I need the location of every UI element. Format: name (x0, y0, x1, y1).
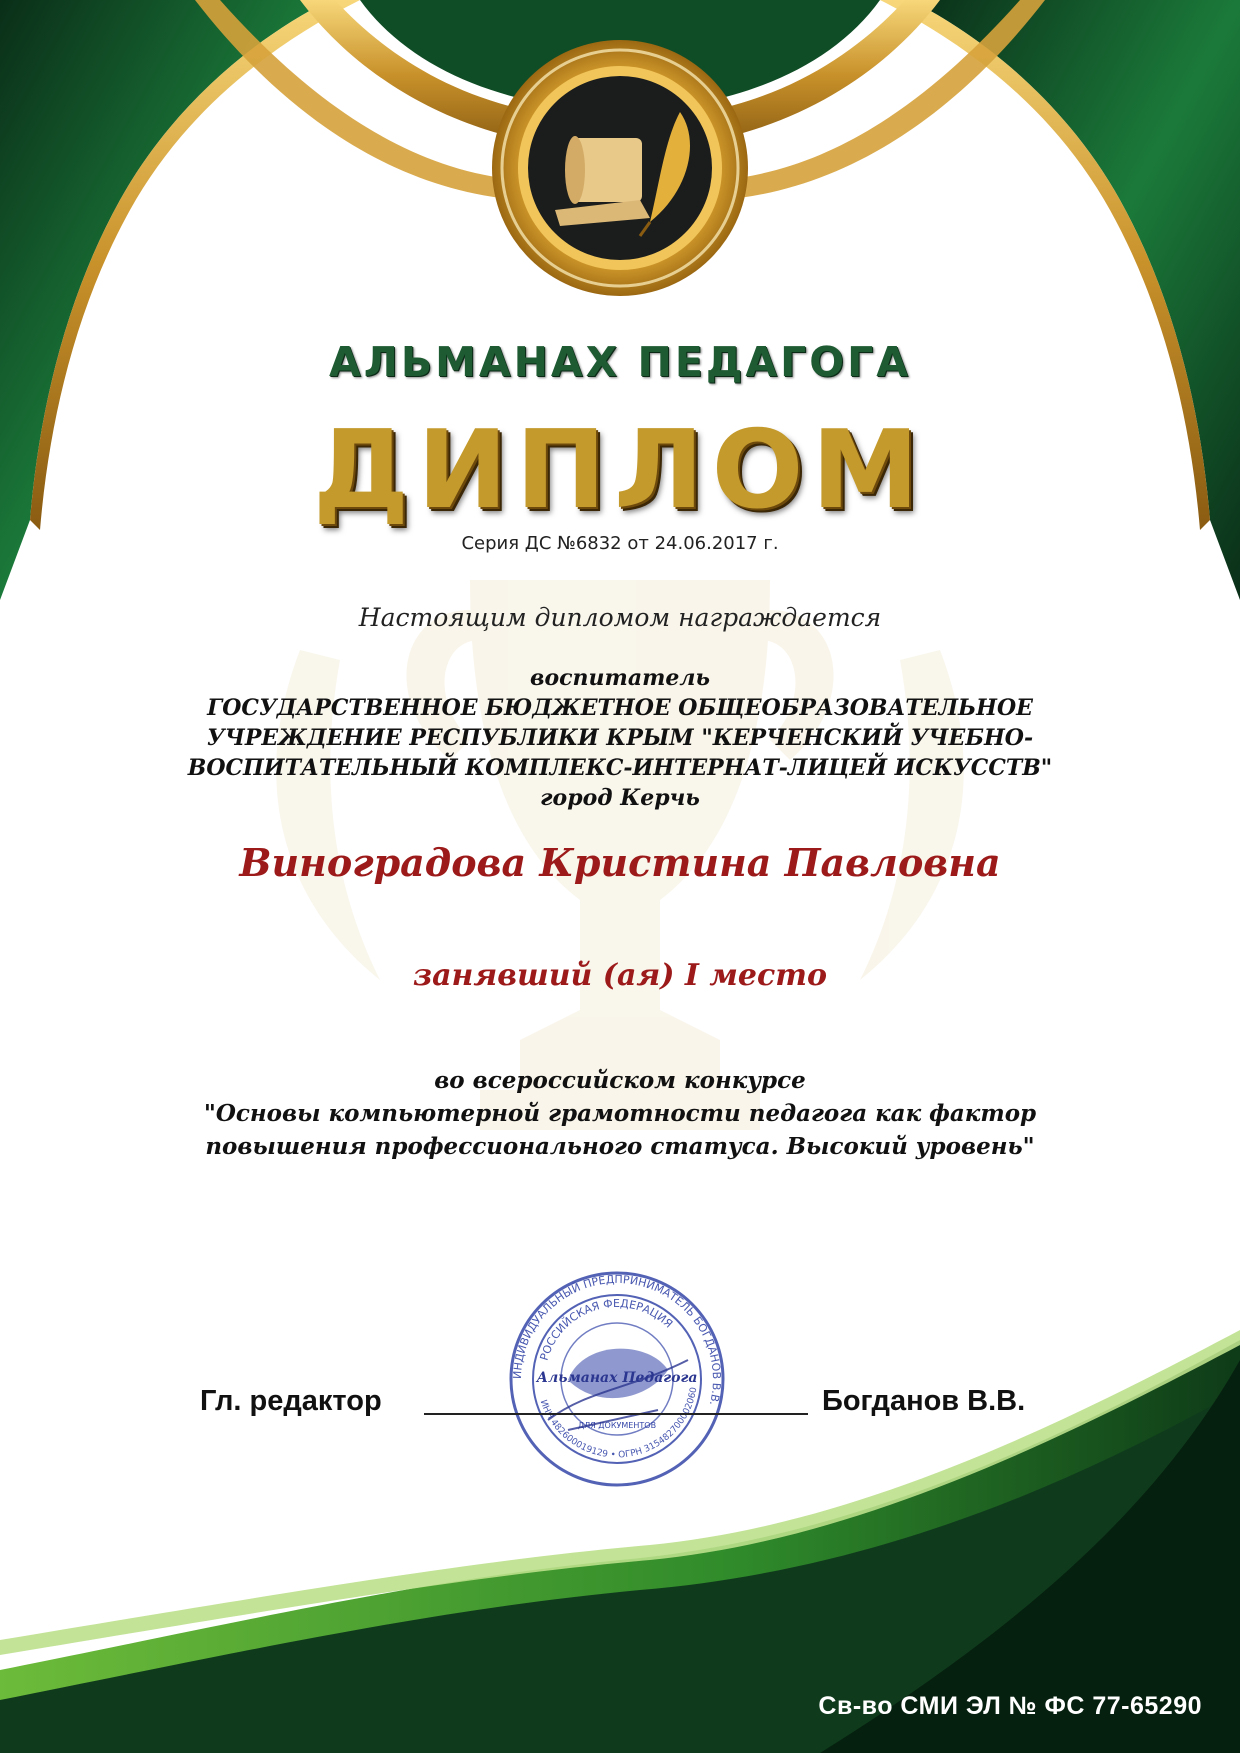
svg-text:РОССИЙСКАЯ ФЕДЕРАЦИЯ: РОССИЙСКАЯ ФЕДЕРАЦИЯ (537, 1296, 676, 1363)
recipient-name: Виноградова Кристина Павловна (239, 840, 1001, 885)
place-text: занявший (ая) I место (412, 958, 828, 993)
diploma-title: ДИПЛОМ (313, 408, 927, 533)
svg-text:ИНН 482600019129 • ОГРН 315482: ИНН 482600019129 • ОГРН 315482700002060 (537, 1386, 700, 1461)
award-intro: Настоящим дипломом награждается (358, 603, 882, 632)
svg-text:ДЛЯ ДОКУМЕНТОВ: ДЛЯ ДОКУМЕНТОВ (577, 1421, 657, 1430)
svg-text:ИНДИВИДУАЛЬНЫЙ ПРЕДПРИНИМАТЕЛЬ: ИНДИВИДУАЛЬНЫЙ ПРЕДПРИНИМАТЕЛЬ БОГДАНОВ В.В. (510, 1272, 724, 1407)
contest-line: "Основы компьютерной грамотности педагога как фактор (203, 1100, 1037, 1127)
svg-text:Альманах Педагога: Альманах Педагога (536, 1370, 698, 1386)
brand-title: АЛЬМАНАХ ПЕДАГОГА (329, 338, 911, 386)
organization-line: ГОСУДАРСТВЕННОЕ БЮДЖЕТНОЕ ОБЩЕОБРАЗОВАТЕЛЬНОЕ (207, 695, 1033, 721)
editor-role: Гл. редактор (200, 1385, 382, 1417)
editor-name: Богданов В.В. (822, 1385, 1026, 1417)
organization-line: ВОСПИТАТЕЛЬНЫЙ КОМПЛЕКС-ИНТЕРНАТ-ЛИЦЕЙ ИСКУССТВ" (187, 755, 1053, 781)
contest-block (0, 1064, 1240, 1163)
media-registration: Св-во СМИ ЭЛ № ФС 77-65290 (818, 1692, 1202, 1720)
contest-line: во всероссийском конкурсе (434, 1067, 806, 1094)
organization-line: УЧРЕЖДЕНИЕ РЕСПУБЛИКИ КРЫМ "КЕРЧЕНСКИЙ УЧЕБНО- (206, 725, 1034, 751)
contest-line: повышения профессионального статуса. Высокий уровень" (205, 1133, 1035, 1160)
signature-line (424, 1413, 808, 1415)
city-line: город Керчь (540, 785, 700, 811)
serial-number: Серия ДС №6832 от 24.06.2017 г. (461, 533, 779, 554)
medal-emblem (492, 40, 748, 296)
seal-stamp (508, 1270, 726, 1488)
organization-block (0, 663, 1240, 813)
position-line: воспитатель (530, 665, 710, 691)
